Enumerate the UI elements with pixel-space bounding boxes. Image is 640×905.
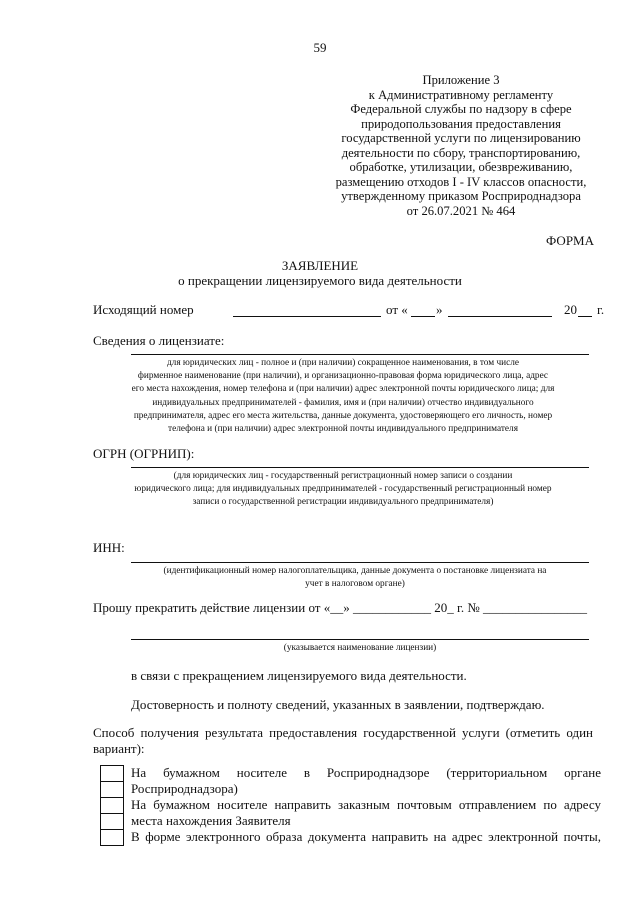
license-name-field[interactable] <box>131 639 589 640</box>
method-intro: Способ получения результата предоставления государственной услуги (отметить один <box>93 725 593 740</box>
hint-line: для юридических лиц - полное и (при наличии) сокращенное наименования, в том числе <box>166 358 520 368</box>
hint-line: (идентификационный номер налогоплательщика, данные документа о постановке лицензиата на <box>163 566 547 576</box>
appendix-header <box>330 73 592 218</box>
appendix-line: природопользования предоставления <box>361 116 561 131</box>
appendix-line: размещению отходов I - IV классов опасности, <box>335 174 587 189</box>
licensee-hint <box>88 357 598 436</box>
hint-line: юридического лица; для индивидуальных предпринимателей - государственный регистрационный номер <box>134 484 552 495</box>
option-text-continued: Росприроднадзора) <box>131 781 238 796</box>
method-intro-continued: вариант): <box>93 741 145 756</box>
option-checkbox-lower <box>100 781 124 798</box>
ogrn-field[interactable] <box>131 467 589 468</box>
inn-hint <box>100 565 610 591</box>
outgoing-close-quote: » <box>436 302 443 317</box>
hint-line: (для юридических лиц - государственный регистрационный номер записи о создании <box>173 471 513 481</box>
outgoing-from-label: от « <box>386 302 408 317</box>
outgoing-month-field[interactable] <box>448 316 552 317</box>
hint-line: фирменное наименование (при наличии), и организационно-правовая форма юридического лица, адрес <box>137 371 549 382</box>
option-checkbox-lower <box>100 813 124 830</box>
appendix-line: государственной услуги по лицензированию <box>341 131 581 145</box>
page-number: 59 <box>313 40 327 55</box>
hint-line: его места нахождения, номер телефона и (при наличии) адрес электронной почты юридического лица; для <box>131 384 555 395</box>
ogrn-label: ОГРН (ОГРНИП): <box>93 446 195 461</box>
option-checkbox[interactable] <box>100 797 124 814</box>
option-text: В форме электронного образа документа направить на адрес электронной почты, <box>131 829 601 844</box>
outgoing-day-field[interactable] <box>411 316 435 317</box>
licensee-field[interactable] <box>131 354 589 355</box>
document-subtitle: о прекращении лицензируемого вида деятельности <box>178 273 462 288</box>
outgoing-number-label: Исходящий номер <box>93 302 194 317</box>
outgoing-year-label: 20 <box>564 302 577 317</box>
appendix-line: Федеральной службы по надзору в сфере <box>350 102 572 116</box>
hint-line: учет в налоговом органе) <box>305 579 405 590</box>
licensee-label: Сведения о лицензиате: <box>93 333 225 348</box>
option-text: На бумажном носителе направить заказным почтовым отправлением по адресу <box>131 797 601 812</box>
outgoing-number-field[interactable] <box>233 316 381 317</box>
option-text: На бумажном носителе в Росприроднадзоре (территориальном органе <box>131 765 601 780</box>
appendix-line: деятельности по сбору, транспортированию, <box>341 145 581 160</box>
outgoing-year-suffix: г. <box>597 302 605 317</box>
hint-line: телефона и (при наличии) адрес электронной почты индивидуального предпринимателя <box>168 424 518 435</box>
option-checkbox[interactable] <box>100 829 124 846</box>
appendix-line: обработке, утилизации, обезвреживанию, <box>349 160 573 174</box>
appendix-line: к Административному регламенту <box>368 87 554 102</box>
document-title: ЗАЯВЛЕНИЕ <box>281 258 359 273</box>
request-hint: (указывается наименование лицензии) <box>283 643 437 653</box>
request-line: Прошу прекратить действие лицензии от «__» ____________ 20_ г. № ________________ <box>93 600 587 615</box>
hint-line: записи о государственной регистрации индивидуального предпринимателя) <box>192 497 494 508</box>
appendix-line: утвержденному приказом Росприроднадзора <box>341 189 581 203</box>
inn-field[interactable] <box>131 562 589 563</box>
appendix-line: Приложение 3 <box>422 73 500 87</box>
hint-line: индивидуальных предпринимателей - фамилия, имя и (при наличии) отчество индивидуального <box>152 397 534 408</box>
ogrn-hint <box>88 470 598 510</box>
confirm-text: Достоверность и полноту сведений, указанных в заявлении, подтверждаю. <box>131 697 545 712</box>
outgoing-year-field[interactable] <box>578 316 592 317</box>
form-label: ФОРМА <box>546 233 594 248</box>
hint-line: предпринимателя, адрес его места жительства, данные документа, удостоверяющего его личность, номер <box>133 410 553 421</box>
option-text-continued: места нахождения Заявителя <box>131 813 291 828</box>
appendix-line: от 26.07.2021 № 464 <box>406 203 516 218</box>
option-checkbox[interactable] <box>100 765 124 782</box>
inn-label: ИНН: <box>93 540 125 555</box>
reason-text: в связи с прекращением лицензируемого вида деятельности. <box>131 668 467 683</box>
